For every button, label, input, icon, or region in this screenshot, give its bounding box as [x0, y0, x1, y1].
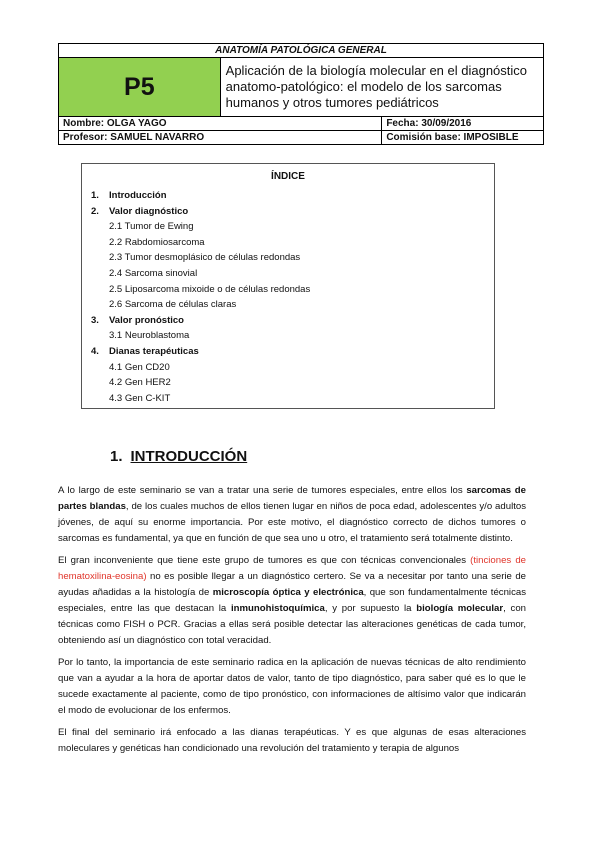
section-number: 1.	[110, 448, 123, 465]
section-heading	[110, 448, 247, 465]
highlighted-text: (tinciones de hematoxilina-eosina)	[58, 555, 526, 583]
student-name: Nombre: OLGA YAGO	[59, 117, 382, 131]
table-of-contents	[81, 163, 495, 409]
toc-item: 4. Dianas terapéuticas	[91, 345, 199, 357]
paragraph: A lo largo de este seminario se van a tratar una serie de tumores especiales, entre ellos los sarcomas de partes blandas, de los cuales muchos de ellos tienen lugar en niños de poca edad, adolescentes y/o adultos jóvenes, de aquí su enorme importancia. Por este motivo, el diagnóstico correcto de dichos tumores o sarcomas es fundamental, ya que en función de que sea uno u otro, el tratamiento será totalmente distinto.	[58, 485, 526, 544]
section-title: INTRODUCCIÓN	[130, 448, 248, 465]
toc-subitem: 2.4 Sarcoma sinovial	[109, 267, 198, 279]
practice-title: Aplicación de la biología molecular en el diagnóstico anatomo-patológico: el modelo de los sarcomas humanos y otros tumores pediátricos	[220, 58, 543, 117]
toc-subitem: 2.5 Liposarcoma mixoide o de células redondas	[109, 283, 311, 295]
body-text	[58, 483, 526, 764]
toc-list	[82, 188, 494, 406]
toc-subitem: 2.3 Tumor desmoplásico de células redondas	[109, 252, 301, 264]
toc-subitem: 3.1 Neuroblastoma	[109, 330, 190, 342]
teacher-name: Profesor: SAMUEL NAVARRO	[59, 131, 382, 145]
toc-subitem: 2.6 Sarcoma de células claras	[109, 299, 237, 311]
paragraph: Por lo tanto, la importancia de este seminario radica en la aplicación de nuevas técnicas de alto rendimiento que van a ayudar a la hora de aportar datos de valor, tanto de tipo diagnóstico, para saber qué es lo que le sucede exactamente al paciente, como de tipo pronóstico, con informaciones de altísimo valor que indicarán el modo de evolucionar de los enfermos.	[58, 657, 526, 716]
toc-subitem: 4.1 Gen CD20	[109, 361, 170, 373]
toc-subitem: 4.2 Gen HER2	[109, 377, 171, 389]
toc-subitem: 2.2 Rabdomiosarcoma	[109, 236, 205, 248]
toc-subitem: 2.1 Tumor de Ewing	[109, 221, 194, 233]
date-field: Fecha: 30/09/2016	[382, 117, 544, 131]
practice-code: P5	[59, 58, 221, 117]
toc-item: 3. Valor pronóstico	[91, 314, 184, 326]
toc-item: 1. Introducción	[91, 190, 167, 201]
paragraph: El final del seminario irá enfocado a las dianas terapéuticas. Y es que algunas de esas alteraciones moleculares y genéticas han condicionado una revolución del tratamiento y terapia de algunos	[58, 727, 526, 755]
header-table	[58, 43, 544, 145]
toc-item: 2. Valor diagnóstico	[91, 205, 189, 217]
toc-title: ÍNDICE	[271, 171, 305, 182]
toc-subitem: 4.3 Gen C-KIT	[109, 392, 171, 404]
commission-field: Comisión base: IMPOSIBLE	[382, 131, 544, 145]
course-title: ANATOMÍA PATOLÓGICA GENERAL	[59, 44, 544, 58]
paragraph: El gran inconveniente que tiene este grupo de tumores es que con técnicas convencionales (tinciones de hematoxilina-eosina) no es posible llegar a un diagnóstico certero. Se va a necesitar por tanto una serie de ayudas añadidas a la histología de microscopía óptica y electrónica, que son fundamentalmente técnicas especiales, entre las que destacan la inmunohistoquímica, y por supuesto la biología molecular, con técnicas como FISH o PCR. Gracias a ellas será posible detectar las alteraciones genéticas de cada tumor, obteniendo así un diagnóstico con total veracidad.	[58, 555, 526, 646]
